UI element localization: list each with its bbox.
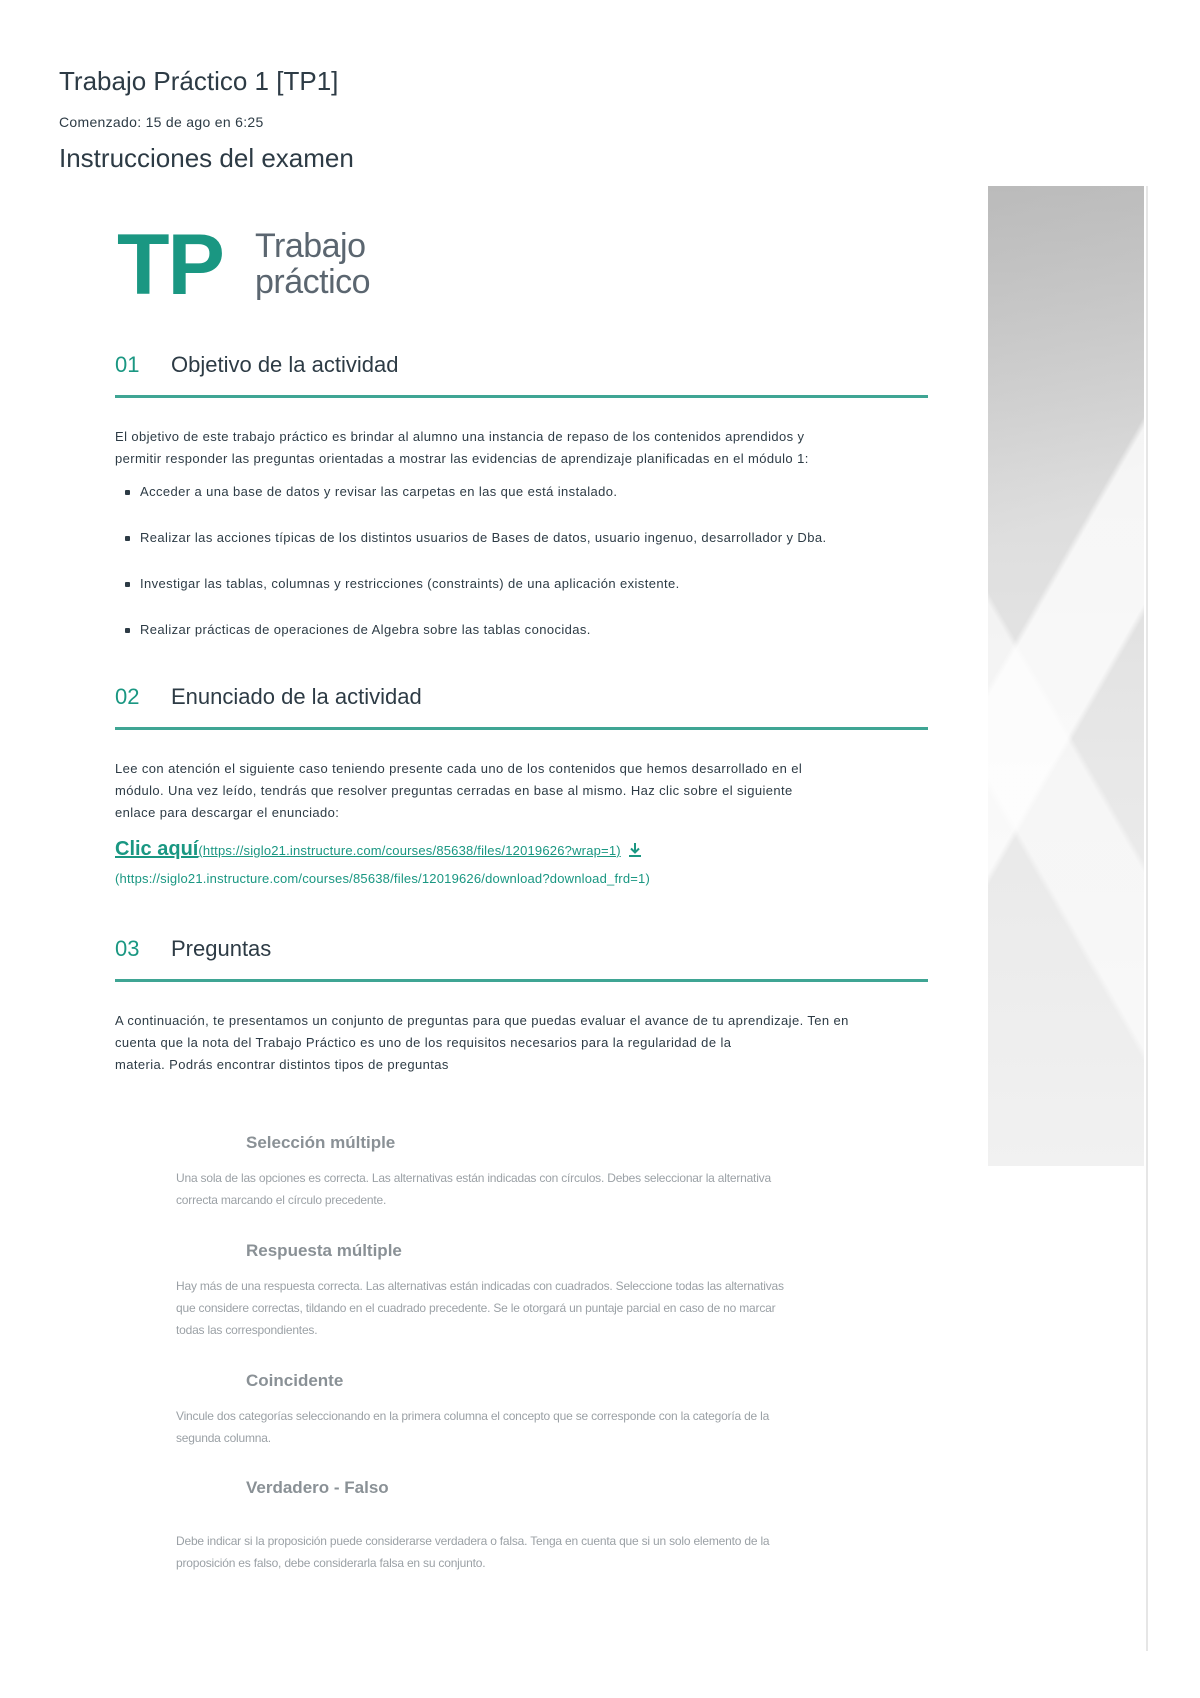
download-link-url[interactable]: (https://siglo21.instructure.com/courses/85638/files/12019626?wrap=1): [198, 843, 621, 858]
bullet-text: Realizar prácticas de operaciones de Algebra sobre las tablas conocidas.: [140, 622, 591, 637]
section-divider: [115, 727, 928, 730]
logo-word-1: Trabajo: [255, 227, 366, 265]
download-direct-link[interactable]: (https://siglo21.instructure.com/courses/85638/files/12019626/download?download_frd=1): [115, 871, 650, 886]
section-divider: [115, 395, 928, 398]
description-line: proposición es falso, debe considerarla falsa en su conjunto.: [176, 1556, 486, 1570]
statement-text: [115, 758, 935, 824]
description-line: que considere correctas, tildando en el cuadrado precedente. Se le otorgará un puntaje parcial en caso de no marcar: [176, 1301, 776, 1315]
question-type-description: [176, 1530, 856, 1574]
download-link[interactable]: Clic aquí: [115, 838, 199, 860]
decorative-side-image: [988, 186, 1144, 1166]
logo-mark: TP: [117, 217, 223, 313]
question-type-description: [176, 1167, 856, 1211]
objective-line-2: permitir responder las preguntas orientadas a mostrar las evidencias de aprendizaje planificadas en el módulo 1:: [115, 451, 809, 466]
list-item: [125, 573, 827, 619]
section-objective-header: [115, 352, 928, 402]
questions-line-2: cuenta que la nota del Trabajo Práctico es uno de los requisitos necesarios para la regularidad de la: [115, 1035, 732, 1050]
bullet-icon: [125, 582, 130, 587]
statement-line-3: enlace para descargar el enunciado:: [115, 805, 340, 820]
section-number: 02: [115, 684, 140, 709]
description-line: segunda columna.: [176, 1431, 271, 1445]
section-number: 03: [115, 936, 140, 961]
objective-bullets: [125, 481, 827, 665]
started-timestamp: Comenzado: 15 de ago en 6:25: [59, 114, 264, 130]
instructions-title: Instrucciones del examen: [59, 143, 354, 173]
section-divider: [115, 979, 928, 982]
question-type-title: Respuesta múltiple: [246, 1241, 402, 1260]
bullet-icon: [125, 628, 130, 633]
questions-intro: [115, 1010, 935, 1076]
question-type-description: [176, 1405, 856, 1449]
description-line: Hay más de una respuesta correcta. Las alternativas están indicadas con cuadrados. Seleccione todas las alternativas: [176, 1279, 784, 1293]
section-number: 01: [115, 352, 140, 377]
section-title: Preguntas: [171, 936, 272, 961]
section-statement-header: [115, 684, 928, 734]
bullet-icon: [125, 490, 130, 495]
statement-line-1: Lee con atención el siguiente caso teniendo presente cada uno de los contenidos que hemos desarrollado en el: [115, 761, 803, 776]
bullet-text: Investigar las tablas, columnas y restricciones (constraints) de una aplicación existente.: [140, 576, 680, 591]
questions-line-1: A continuación, te presentamos un conjunto de preguntas para que puedas evaluar el avance de tu aprendizaje. Ten en: [115, 1013, 849, 1028]
statement-line-2: módulo. Una vez leído, tendrás que resolver preguntas cerradas en base al mismo. Haz clic sobre el siguiente: [115, 783, 793, 798]
page-title: Trabajo Práctico 1 [TP1]: [59, 66, 339, 96]
download-link-row: [115, 838, 643, 863]
section-title: Enunciado de la actividad: [171, 684, 422, 709]
description-line: Vincule dos categorías seleccionando en la primera columna el concepto que se corresponde con la categoría de la: [176, 1409, 770, 1423]
objective-line-1: El objetivo de este trabajo práctico es brindar al alumno una instancia de repaso de los contenidos aprendidos y: [115, 429, 805, 444]
questions-line-3: materia. Podrás encontrar distintos tipos de preguntas: [115, 1057, 449, 1072]
description-line: correcta marcando el círculo precedente.: [176, 1193, 387, 1207]
logo-word-2: práctico: [255, 263, 371, 301]
question-type-title: Coincidente: [246, 1371, 344, 1390]
question-type-description: [176, 1275, 856, 1341]
question-type-title: Verdadero - Falso: [246, 1478, 389, 1497]
section-title: Objetivo de la actividad: [171, 352, 399, 377]
section-questions-header: [115, 936, 928, 986]
bullet-text: Realizar las acciones típicas de los distintos usuarios de Bases de datos, usuario ingenuo, desarrollador y Dba.: [140, 530, 827, 545]
description-line: todas las correspondientes.: [176, 1323, 318, 1337]
description-line: Debe indicar si la proposición puede considerarse verdadera o falsa. Tenga en cuenta que si un solo elemento de la: [176, 1534, 770, 1548]
side-divider: [1146, 186, 1148, 1651]
list-item: [125, 481, 827, 527]
bullet-icon: [125, 536, 130, 541]
question-type-title: Selección múltiple: [246, 1133, 396, 1152]
description-line: Una sola de las opciones es correcta. Las alternativas están indicadas con círculos. Debes seleccionar la alternativa: [176, 1171, 771, 1185]
list-item: [125, 619, 827, 665]
bullet-text: Acceder a una base de datos y revisar las carpetas en las que está instalado.: [140, 484, 618, 499]
download-icon[interactable]: [627, 842, 643, 863]
objective-intro: [115, 426, 935, 470]
list-item: [125, 527, 827, 573]
